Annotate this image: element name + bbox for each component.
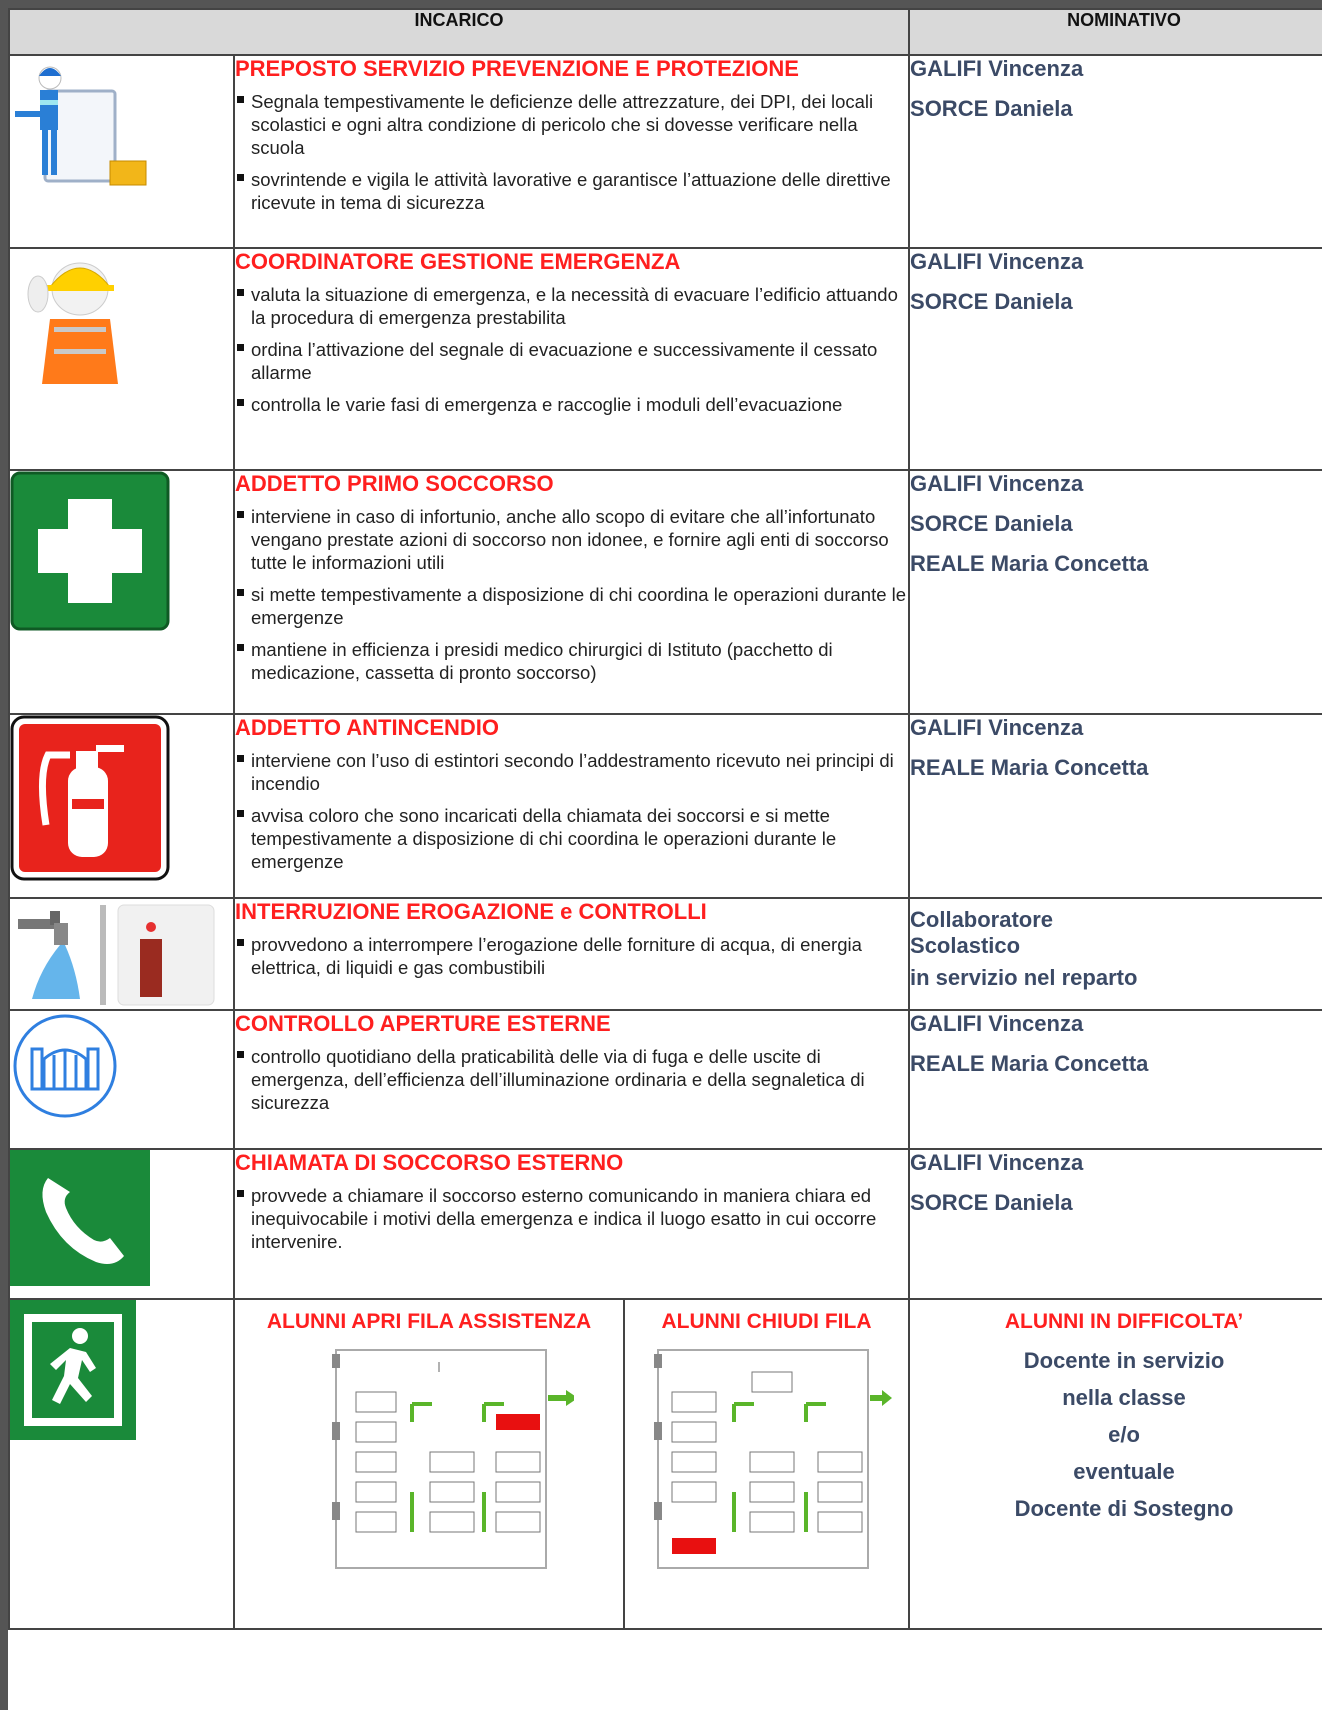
worker-clipboard-icon: [9, 55, 234, 248]
person-name: GALIFI Vincenza: [910, 471, 1084, 496]
difficolta-cell: [909, 1299, 1322, 1629]
incarico-cell: [234, 1010, 909, 1149]
header-nominativo: NOMINATIVO: [909, 9, 1322, 55]
gate-icon: [9, 1010, 234, 1149]
incarico-cell: [234, 55, 909, 248]
classroom-plan-chiudi: [642, 1342, 892, 1582]
nominativo-cell: [909, 1149, 1322, 1299]
nominativo-cell: [909, 470, 1322, 714]
table-row: [9, 248, 1322, 470]
incarico-title: INTERRUZIONE EROGAZIONE e CONTROLLI: [235, 899, 707, 924]
fire-extinguisher-icon: [9, 714, 234, 898]
table-row: [9, 470, 1322, 714]
nominativo-cell: [909, 898, 1322, 1010]
bullet-item: valuta la situazione di emergenza, e la necessità di evacuare l’edificio attuando la procedura di emergenza prestabilita: [235, 283, 908, 329]
bullet-item: provvedono a interrompere l’erogazione delle forniture di acqua, di energia elettrica, di liquidi e gas combustibili: [235, 933, 908, 979]
table-row: [9, 1299, 1322, 1629]
difficolta-title: ALUNNI IN DIFFICOLTA’: [1004, 1310, 1244, 1333]
bullet-item: si mette tempestivamente a disposizione di chi coordina le operazioni durante le emergenze: [235, 583, 908, 629]
person-name: REALE Maria Concetta: [910, 755, 1149, 780]
apri-fila-title: ALUNNI APRI FILA ASSISTENZA: [266, 1310, 592, 1333]
difficolta-line: Docente in servizio: [1023, 1348, 1225, 1373]
bullet-item: avvisa coloro che sono incaricati della chiamata dei soccorsi e si mette tempestivamente a disposizione di chi coordina le operazioni durante le emergenze: [235, 804, 908, 873]
person-name: SORCE Daniela: [910, 511, 1073, 536]
nominativo-cell: [909, 714, 1322, 898]
incarico-cell: [234, 714, 909, 898]
first-aid-cross-icon: [9, 470, 234, 714]
person-name: SORCE Daniela: [910, 1190, 1073, 1215]
emergency-exit-icon: [9, 1299, 234, 1629]
table-row: [9, 55, 1322, 248]
person-name: in servizio nel reparto: [910, 965, 1138, 990]
table-row: [9, 714, 1322, 898]
bullet-item: interviene in caso di infortunio, anche allo scopo di evitare che all’infortunato vengano prestate azioni di soccorso non idonee, e fornire agli enti di soccorso tutte le informazioni utili: [235, 505, 908, 574]
nominativo-cell: [909, 55, 1322, 248]
chiudi-fila-cell: [624, 1299, 909, 1629]
chiudi-fila-title: ALUNNI CHIUDI FILA: [661, 1310, 872, 1333]
difficolta-line: e/o: [1108, 1422, 1140, 1447]
left-border: [0, 0, 8, 1710]
difficolta-line: nella classe: [1062, 1385, 1186, 1410]
incarico-cell: [234, 248, 909, 470]
incarico-title: ADDETTO PRIMO SOCCORSO: [235, 471, 554, 496]
bullet-item: sovrintende e vigila le attività lavorative e garantisce l’attuazione delle direttive ricevute in tema di sicurezza: [235, 168, 908, 214]
person-name: GALIFI Vincenza: [910, 56, 1084, 81]
bullet-item: provvede a chiamare il soccorso esterno comunicando in maniera chiara ed inequivocabile i motivi della emergenza e indica il luogo esatto in cui occorre intervenire.: [235, 1184, 908, 1253]
person-name: GALIFI Vincenza: [910, 1150, 1084, 1175]
water-tap-meter-icon: [9, 898, 234, 1010]
incarico-title: COORDINATORE GESTIONE EMERGENZA: [235, 249, 681, 274]
incarico-title: CHIAMATA DI SOCCORSO ESTERNO: [235, 1150, 624, 1175]
incarico-title: CONTROLLO APERTURE ESTERNE: [235, 1011, 611, 1036]
bullet-item: Segnala tempestivamente le deficienze delle attrezzature, dei DPI, dei locali scolastici e ogni altra condizione di pericolo che si dovesse verificare nella scuola: [235, 90, 908, 159]
person-name: REALE Maria Concetta: [910, 1051, 1149, 1076]
incarico-cell: [234, 470, 909, 714]
header-incarico: INCARICO: [9, 9, 909, 55]
incarico-cell: [234, 1149, 909, 1299]
person-name: GALIFI Vincenza: [910, 715, 1084, 740]
classroom-plan-apri: [284, 1342, 574, 1582]
bullet-item: mantiene in efficienza i presidi medico chirurgici di Istituto (pacchetto di medicazione, cassetta di pronto soccorso): [235, 638, 908, 684]
table-row: [9, 1149, 1322, 1299]
incarico-title: ADDETTO ANTINCENDIO: [235, 715, 499, 740]
incarico-cell: [234, 898, 909, 1010]
person-name: GALIFI Vincenza: [910, 1011, 1084, 1036]
bullet-item: ordina l’attivazione del segnale di evacuazione e successivamente il cessato allarme: [235, 338, 908, 384]
person-name: SORCE Daniela: [910, 289, 1073, 314]
bullet-item: controllo quotidiano della praticabilità delle via di fuga e delle uscite di emergenza, dell’efficienza dell’illuminazione ordinaria e della segnaletica di sicurezza: [235, 1045, 908, 1114]
person-name: SORCE Daniela: [910, 96, 1073, 121]
nominativo-cell: [909, 248, 1322, 470]
difficolta-line: Docente di Sostegno: [1014, 1496, 1234, 1521]
person-name: GALIFI Vincenza: [910, 249, 1084, 274]
bullet-item: interviene con l’uso di estintori secondo l’addestramento ricevuto nei principi di incendio: [235, 749, 908, 795]
assignments-table: [8, 8, 1322, 1630]
apri-fila-cell: [234, 1299, 624, 1629]
nominativo-cell: [909, 1010, 1322, 1149]
incarico-title: PREPOSTO SERVIZIO PREVENZIONE E PROTEZIONE: [235, 56, 799, 81]
table-row: [9, 1010, 1322, 1149]
hardhat-worker-icon: [9, 248, 234, 470]
person-name: REALE Maria Concetta: [910, 551, 1149, 576]
emergency-phone-icon: [9, 1149, 234, 1299]
header-row: [9, 9, 1322, 55]
person-name: Collaboratore Scolastico: [910, 907, 1054, 958]
difficolta-line: eventuale: [1073, 1459, 1175, 1484]
table-row: [9, 898, 1322, 1010]
bullet-item: controlla le varie fasi di emergenza e raccoglie i moduli dell’evacuazione: [235, 393, 908, 416]
top-border: [0, 0, 1322, 8]
